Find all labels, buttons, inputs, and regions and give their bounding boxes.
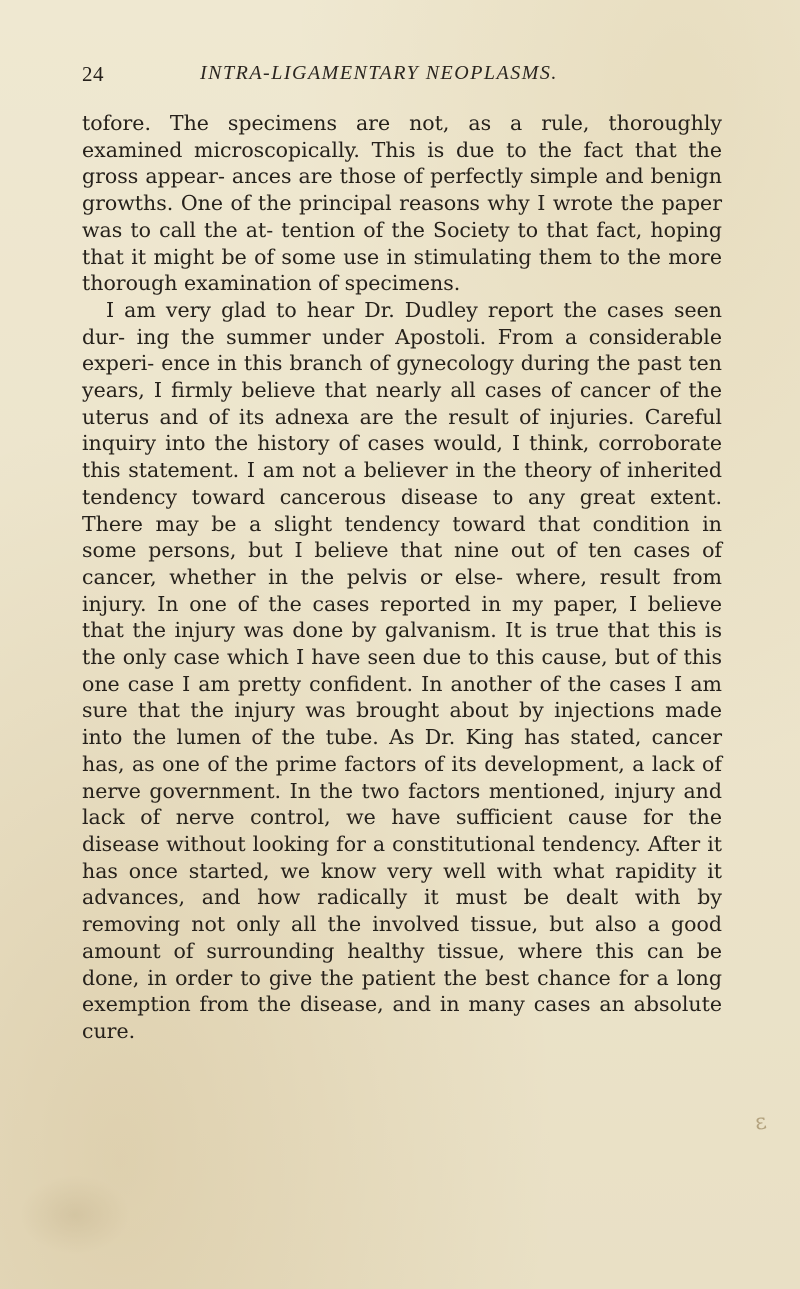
body-text bbox=[82, 110, 722, 1045]
page-number: 24 bbox=[82, 62, 104, 86]
running-title: INTRA-LIGAMENTARY NEOPLASMS. bbox=[200, 62, 558, 84]
margin-mark: ɛ bbox=[753, 1109, 769, 1136]
paragraph-discussion: I am very glad to hear Dr. Dudley report the cases seen dur- ing the summer under Apostoli. From a considerable experi- ence in this branch of gynecology during the past ten years, I firmly believe that nearly all cases of cancer of the uterus and of its adnexa are the result of injuries. Careful inquiry into the history of cases would, I think, corroborate this statement. I am not a believer in the theory of inherited tendency toward cancerous disease to any great extent. There may be a slight tendency toward that condition in some persons, but I believe that nine out of ten cases of cancer, whether in the pelvis or else- where, result from injury. In one of the cases reported in my paper, I believe that the injury was done by galvanism. It is true that this is the only case which I have seen due to this cause, but of this one case I am pretty confident. In another of the cases I am sure that the injury was brought about by injections made into the lumen of the tube. As Dr. King has stated, cancer has, as one of the prime factors of its development, a lack of nerve government. In the two factors mentioned, injury and lack of nerve control, we have sufficient cause for the disease without looking for a constitutional tendency. After it has once started, we know very well with what rapidity it advances, and how radically it must be dealt with by removing not only all the involved tissue, but also a good amount of surrounding healthy tissue, where this can be done, in order to give the patient the best chance for a long exemption from the disease, and in many cases an absolute cure. bbox=[82, 297, 722, 1043]
paper-stain bbox=[20, 1175, 130, 1255]
paragraph-continuation: tofore. The specimens are not, as a rule, thoroughly examined microscopically. This is due to the fact that the gross appear- ances are those of perfectly simple and benign growths. One of the principal reasons why I wrote the paper was to call the at- tention of the Society to that fact, hoping that it might be of some use in stimulating them to the more thorough examination of specimens. bbox=[82, 111, 722, 296]
running-head bbox=[82, 62, 722, 92]
